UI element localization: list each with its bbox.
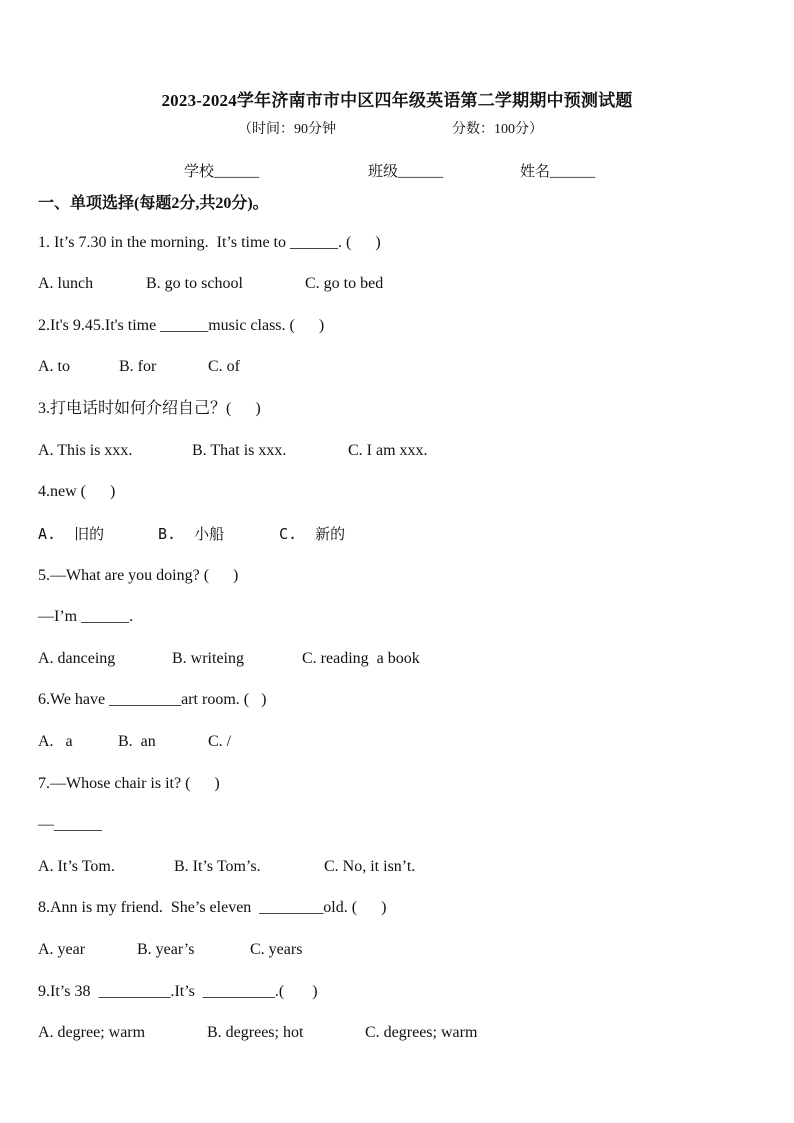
exam-time: （时间：90分钟 [238,122,336,137]
option-1a: A. lunch [38,275,94,292]
question-2: 2.It's 9.45.It's time ______music class. ( ) [38,317,325,334]
question-5-answer-line: —I’m ______. [38,608,134,625]
class-field: 班级______ [368,164,444,180]
option-6c: C. / [208,733,232,750]
option-6b: B. an [118,733,156,750]
question-1: 1. It’s 7.30 in the morning. It’s time to ______. ( ) [38,234,381,251]
option-5c: C. reading a book [302,650,420,667]
option-5b: B. writeing [172,650,244,667]
option-5a: A. danceing [38,650,116,667]
question-4: 4.new ( ) [38,483,116,500]
option-3b: B. That is xxx. [192,442,287,459]
question-6: 6.We have _________art room. ( ) [38,691,267,708]
option-2c: C. of [208,358,240,375]
option-7b: B. It’s Tom’s. [174,858,261,875]
option-1b: B. go to school [146,275,243,292]
option-9c: C. degrees; warm [365,1024,478,1041]
exam-score: 分数：100分） [452,122,543,137]
question-8: 8.Ann is my friend. She’s eleven ________old. ( ) [38,899,387,916]
option-4b: B. 小船 [158,525,225,543]
name-field: 姓名______ [520,164,596,180]
option-2a: A. to [38,358,70,375]
question-9: 9.It’s 38 _________.It’s _________.( ) [38,983,318,1000]
school-field: 学校______ [184,164,260,180]
option-9b: B. degrees; hot [207,1024,304,1041]
question-7: 7.—Whose chair is it? ( ) [38,775,220,792]
option-4c: C. 新的 [279,525,346,543]
option-2b: B. for [119,358,157,375]
option-6a: A. a [38,733,73,750]
question-5: 5.—What are you doing? ( ) [38,567,239,584]
question-7-answer-line: —______ [38,816,102,833]
section-title: 一、单项选择(每题2分,共20分)。 [38,195,269,212]
question-3: 3.打电话时如何介绍自己？( ) [38,400,261,417]
option-4a: A. 旧的 [38,525,105,543]
option-7a: A. It’s Tom. [38,858,115,875]
page-title: 2023-2024学年济南市市中区四年级英语第二学期期中预测试题 [161,91,633,110]
option-1c: C. go to bed [305,275,384,292]
option-7c: C. No, it isn’t. [324,858,416,875]
option-3c: C. I am xxx. [348,442,428,459]
option-8b: B. year’s [137,941,195,958]
option-3a: A. This is xxx. [38,442,133,459]
option-8a: A. year [38,941,86,958]
option-8c: C. years [250,941,303,958]
option-9a: A. degree; warm [38,1024,146,1041]
